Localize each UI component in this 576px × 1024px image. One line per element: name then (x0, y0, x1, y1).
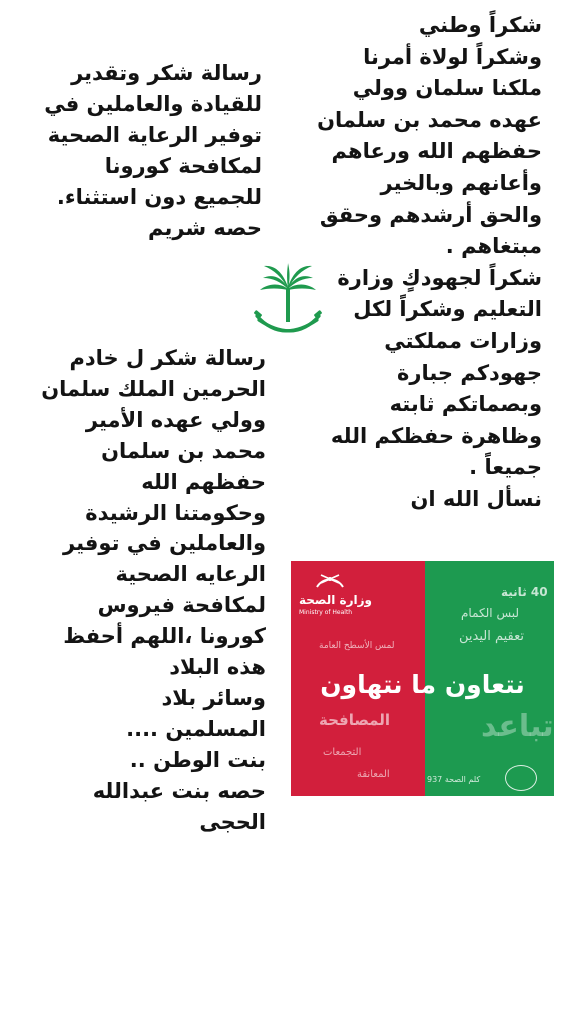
right-column-line: حفظهم الله ورعاهم (331, 139, 542, 164)
poster-gatherings: التجمعات (323, 747, 362, 758)
left-bottom-line: الحرمين الملك سلمان (41, 376, 266, 401)
right-column-line: جميعاً . (469, 455, 542, 480)
poster-seconds: 40 ثانية (501, 585, 548, 599)
left-bottom-line: حصه بنت عبدالله (92, 778, 266, 803)
right-column-line: مبتغاهم . (445, 234, 542, 259)
left-bottom-line: وولي عهده الأمير (85, 407, 266, 432)
palm-and-crossed-swords-icon (251, 262, 325, 342)
ministry-name-ar: وزارة الصحة (299, 593, 373, 607)
left-top-line: للجميع دون استثناء. (56, 185, 262, 209)
left-bottom-line: حفظهم الله (141, 469, 266, 494)
thanks-message-left-bottom (16, 343, 266, 838)
poster-sanitize: تعقيم اليدين (459, 629, 525, 644)
thanks-message-left-top (12, 58, 262, 244)
poster-surfaces: لمس الأسطح العامة (319, 641, 395, 651)
left-top-line: توفير الرعاية الصحية (47, 123, 262, 147)
poster-hotline: كلم الصحة 937 (427, 775, 481, 784)
left-top-line: رسالة شكر وتقدير (71, 61, 262, 85)
left-bottom-line: والعاملين في توفير (63, 531, 266, 556)
right-column-line: عهده محمد بن سلمان (317, 107, 542, 132)
poster-distance: تباعد (481, 709, 554, 744)
left-top-line: لمكافحة كورونا (104, 154, 262, 178)
right-column-line: ملكنا سلمان وولي (352, 76, 542, 101)
left-bottom-line: محمد بن سلمان (101, 438, 266, 463)
right-column-line: والحق أرشدهم وحقق (319, 202, 542, 227)
left-bottom-line: الرعايه الصحية (115, 562, 266, 587)
right-column-line: نسأل الله ان (410, 486, 542, 511)
right-column-line: التعليم وشكراً لكل (353, 297, 542, 322)
ministry-logo-icon (313, 571, 347, 591)
right-column-line: شكراً لجهودكٍ وزارة (337, 265, 542, 290)
left-bottom-line: وسائر بلاد (161, 685, 266, 710)
left-top-line: للقيادة والعاملين في (44, 92, 262, 116)
left-bottom-line: هذه البلاد (169, 655, 266, 680)
right-column-line: وشكراً لولاة أمرنا (363, 44, 542, 69)
poster-handshake: المصافحة (319, 711, 390, 729)
right-column-line: شكراً وطني (418, 13, 542, 37)
right-column-line: وزارات مملكتي (384, 328, 542, 353)
right-column-line: جهودكم جبارة (396, 360, 542, 385)
thanks-message-right-column (312, 10, 542, 516)
live-healthy-logo-icon (505, 765, 537, 791)
left-top-line: حصه شريم (148, 216, 262, 240)
left-bottom-line: الحجى (199, 809, 266, 834)
left-bottom-line: بنت الوطن .. (129, 747, 266, 772)
ministry-name-en: Ministry of Health (299, 609, 353, 616)
left-bottom-line: رسالة شكر ل خادم (69, 346, 266, 370)
poster-mask: لبس الكمام (461, 606, 520, 620)
right-column-line: وظاهرة حفظكم الله (330, 423, 542, 448)
poster-hugging: المعانقة (357, 769, 390, 780)
right-column-line: وبصماتكم ثابته (389, 392, 542, 417)
left-bottom-line: لمكافحة فيروس (97, 593, 266, 618)
health-awareness-poster (291, 561, 554, 796)
right-column-line: وأعانهم وبالخير (380, 170, 542, 195)
left-bottom-line: وحكومتنا الرشيدة (85, 500, 266, 525)
left-bottom-line: المسلمين .... (126, 716, 266, 741)
left-bottom-line: كورونا ،اللهم أحفظ (63, 624, 266, 649)
poster-headline: نتعاون ما نتهاون (320, 669, 525, 699)
